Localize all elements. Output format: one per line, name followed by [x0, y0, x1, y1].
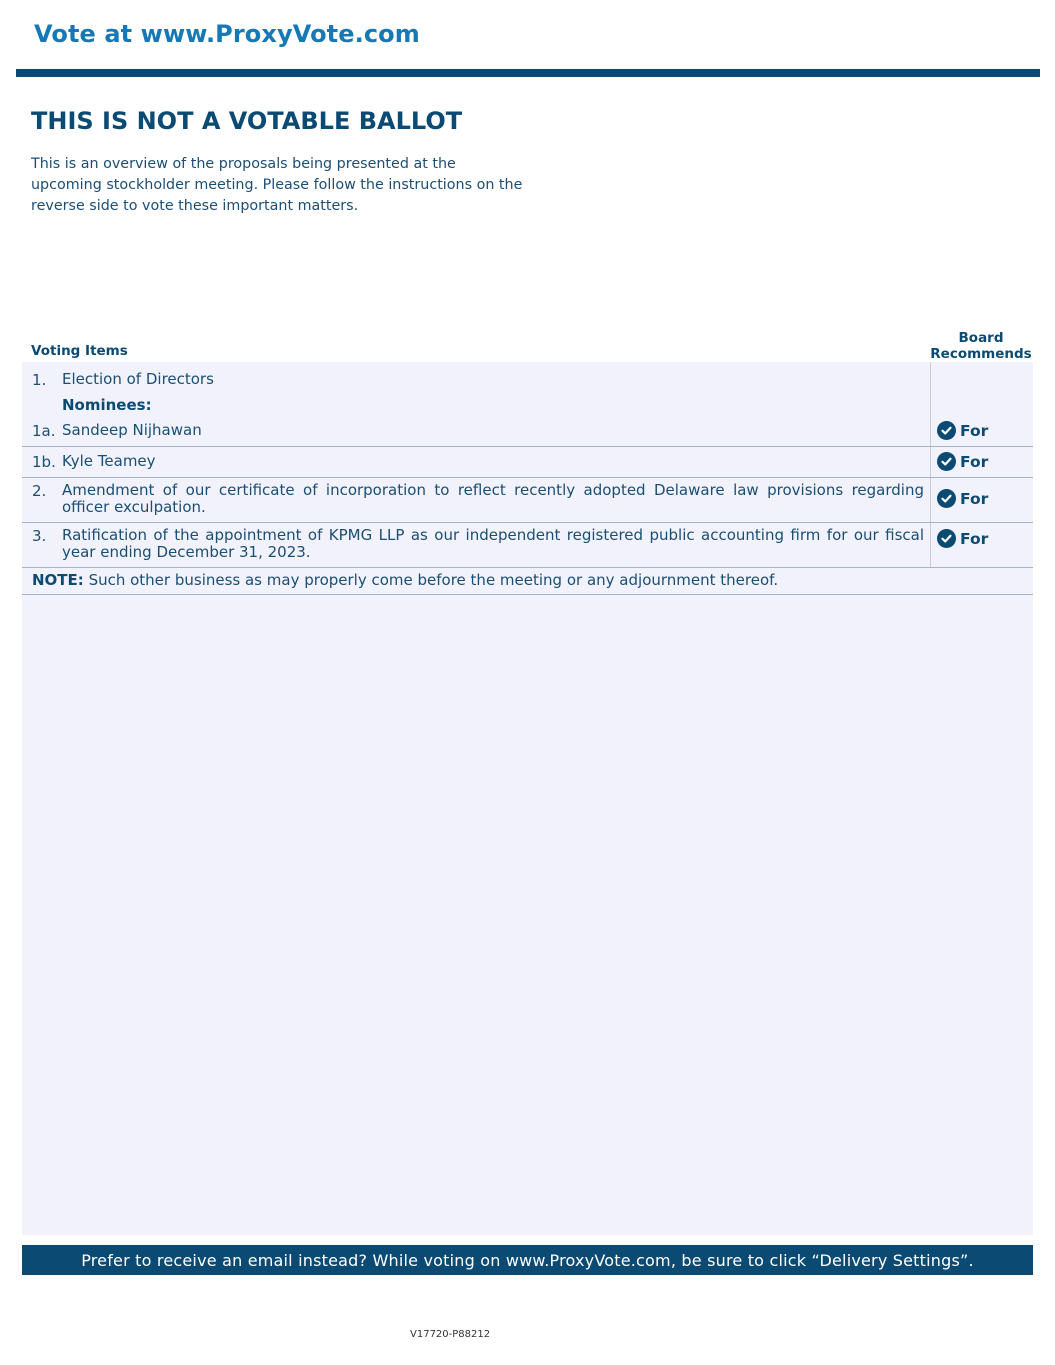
- item-number: 1a.: [32, 422, 56, 440]
- recommendation: [937, 421, 988, 440]
- board-recommends-header: [928, 330, 1034, 362]
- board-header-line-1: Board: [958, 330, 1004, 346]
- note-text: Such other business as may properly come before the meeting or any adjournment thereof.: [83, 571, 779, 589]
- check-circle-icon: [937, 452, 956, 471]
- table-row: [22, 523, 1033, 568]
- item-text: Election of Directors: [62, 370, 214, 388]
- voting-items-header: Voting Items: [31, 343, 128, 359]
- recommendation-label: For: [960, 421, 989, 440]
- intro-text: This is an overview of the proposals being presented at the upcoming stockholder meeting. Please follow the instructions on the reverse side to vote these important matters.: [31, 156, 523, 214]
- check-circle-icon: [937, 529, 956, 548]
- item-number: 3.: [32, 527, 47, 545]
- table-row: [22, 362, 1033, 447]
- item-number: 2.: [32, 482, 47, 500]
- note-label: NOTE:: [32, 571, 84, 589]
- item-text: Sandeep Nijhawan: [62, 421, 202, 439]
- note: [32, 571, 778, 589]
- item-text: Amendment of our certificate of incorporation to reflect recently adopted Delaware law provisions regarding officer exculpation.: [62, 481, 924, 516]
- voting-items-panel: [22, 362, 1033, 1235]
- table-row: [22, 478, 1033, 523]
- check-circle-icon: [937, 489, 956, 508]
- ballot-title: THIS IS NOT A VOTABLE BALLOT: [31, 107, 463, 135]
- recommendation-label: For: [960, 489, 989, 508]
- item-number: 1b.: [32, 453, 56, 471]
- header-divider: [16, 69, 1040, 77]
- item-text: Ratification of the appointment of KPMG LLP as our independent registered public accounting firm for our fiscal year ending December 31, 2023.: [62, 526, 924, 561]
- item-text: Kyle Teamey: [62, 452, 156, 470]
- board-header-line-2: Recommends: [930, 346, 1032, 362]
- recommendation: [937, 489, 988, 508]
- recommendation: [937, 452, 988, 471]
- header-title[interactable]: Vote at www.ProxyVote.com: [34, 20, 420, 48]
- recommendation: [937, 529, 988, 548]
- recommendation-label: For: [960, 529, 989, 548]
- nominees-label: Nominees:: [62, 396, 152, 414]
- recommendation-label: For: [960, 452, 989, 471]
- table-row: [22, 447, 1033, 478]
- check-circle-icon: [937, 421, 956, 440]
- document-code: V17720-P88212: [410, 1329, 491, 1340]
- item-number: 1.: [32, 371, 47, 389]
- email-delivery-banner: Prefer to receive an email instead? While voting on www.ProxyVote.com, be sure to click “Delivery Settings”.: [22, 1245, 1033, 1275]
